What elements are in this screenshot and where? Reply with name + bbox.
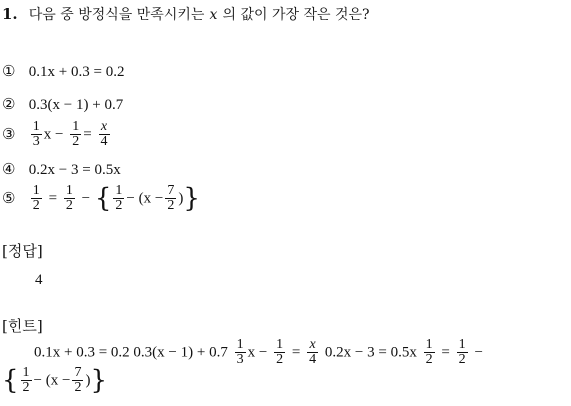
hint-expression: x − [247, 344, 268, 361]
equals-sign: = [83, 126, 92, 143]
answer-label: [정답] [2, 242, 43, 260]
right-brace-icon: } [90, 365, 108, 396]
option-1[interactable] [2, 62, 124, 81]
hint-expression: ) [85, 372, 91, 389]
question [2, 4, 370, 24]
equals-sign: = [291, 344, 301, 361]
answer-value: 4 [35, 272, 43, 288]
option-3[interactable] [2, 120, 112, 149]
question-text-suffix: 의 값이 가장 작은 것은? [222, 7, 370, 23]
question-number: 1. [2, 5, 18, 23]
option-marker: ⑤ [2, 188, 16, 207]
option-expression-part: ) [178, 190, 184, 207]
option-5[interactable] [2, 184, 200, 213]
question-variable: x [209, 7, 218, 23]
fraction: $\frac{1}{2}$ [22, 365, 30, 395]
fraction: $\frac{x}{4}$ [309, 337, 317, 367]
fraction: $\frac{1}{2}$ [425, 337, 433, 367]
option-expression: 0.3(x − 1) + 0.7 [28, 97, 124, 113]
fraction: $\frac{1}{2}$ [115, 183, 123, 213]
fraction: $\frac{1}{2}$ [72, 119, 80, 149]
option-marker: ③ [2, 124, 16, 143]
equals-sign: = [441, 344, 450, 361]
option-marker: ④ [2, 160, 16, 178]
fraction: $\frac{1}{3}$ [236, 337, 244, 367]
minus-sign: − [474, 344, 483, 361]
minus-sign: − [81, 190, 91, 207]
fraction: $\frac{1}{2}$ [32, 183, 40, 213]
fraction: $\frac{1}{3}$ [32, 119, 40, 149]
hint-expression: 0.2x − 3 = 0.5x [324, 344, 417, 361]
left-brace-icon: { [94, 183, 112, 214]
option-marker: ② [2, 95, 16, 113]
fraction: $\frac{7}{2}$ [167, 183, 175, 213]
option-4[interactable] [2, 160, 121, 179]
option-expression: 0.2x − 3 = 0.5x [28, 162, 121, 178]
option-marker: ① [2, 62, 16, 80]
equals-sign: = [48, 190, 58, 207]
option-expression-part: x − [43, 126, 64, 143]
fraction: $\frac{1}{2}$ [458, 337, 466, 367]
fraction: $\frac{7}{2}$ [74, 365, 82, 395]
option-expression: 0.1x + 0.3 = 0.2 [28, 64, 125, 80]
fraction: $\frac{1}{2}$ [276, 337, 284, 367]
hint-line-1 [34, 338, 483, 367]
fraction: $\frac{x}{4}$ [100, 119, 108, 149]
fraction: $\frac{1}{2}$ [65, 183, 73, 213]
right-brace-icon: } [183, 183, 200, 214]
hint-line-2 [2, 366, 107, 395]
question-text-prefix: 다음 중 방정식을 만족시키는 [28, 7, 205, 23]
option-2[interactable] [2, 95, 123, 114]
hint-expression: 0.1x + 0.3 = 0.2 0.3(x − 1) + 0.7 [34, 344, 228, 361]
hint-expression: − (x − [33, 372, 71, 389]
left-brace-icon: { [2, 365, 19, 396]
option-expression-part: − (x − [126, 190, 164, 207]
hint-label: [힌트] [2, 317, 43, 335]
